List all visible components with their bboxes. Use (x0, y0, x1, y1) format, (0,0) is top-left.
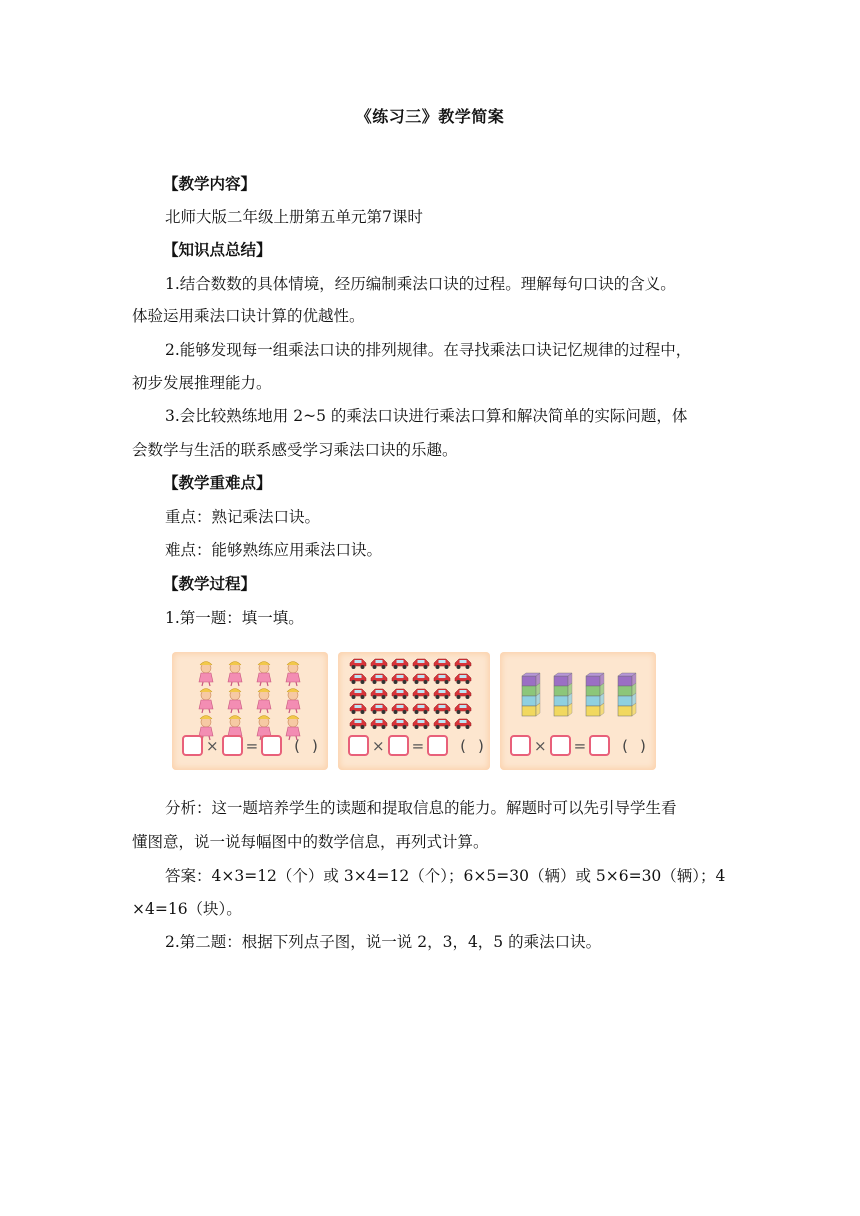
car-icon (392, 719, 408, 729)
answer-line1: 答案：4×3=12（个）或 3×4=12（个）；6×5=30（辆）或 5×6=30（辆）；4 (165, 867, 726, 885)
car-icon (371, 689, 387, 699)
analysis-line1: 分析：这一题培养学生的读题和提取信息的能力。解题时可以先引导学生看 (165, 799, 677, 817)
equals-sign: = (245, 736, 259, 755)
heading-key-points: 【教学重难点】 (163, 473, 272, 492)
heading-process: 【教学过程】 (163, 574, 257, 593)
car-icon (350, 719, 366, 729)
answer-box[interactable] (510, 735, 531, 756)
unit-parentheses: () (294, 736, 330, 755)
doll-icon (286, 689, 300, 714)
answer-box[interactable] (182, 735, 203, 756)
doll-icon (199, 689, 213, 714)
car-icon (350, 689, 366, 699)
exercise-panel-cars (338, 652, 496, 770)
times-sign: × (372, 736, 385, 755)
knowledge-item-2-line2: 初步发展推理能力。 (132, 374, 272, 392)
answer-line2: ×4=16（块）。 (132, 900, 242, 918)
car-icon (371, 674, 387, 684)
knowledge-item-1-line2: 体验运用乘法口诀计算的优越性。 (132, 307, 365, 325)
car-icon (434, 659, 450, 669)
formula-row (348, 735, 496, 756)
difficult-point: 难点：能够熟练应用乘法口诀。 (165, 541, 383, 559)
doll-icon (199, 662, 213, 687)
car-icon (455, 719, 471, 729)
heading-content: 【教学内容】 (163, 174, 257, 193)
answer-box[interactable] (222, 735, 243, 756)
stacked-block-icon (554, 673, 572, 716)
doll-icon (228, 689, 242, 714)
car-icon (371, 704, 387, 714)
car-icon (455, 704, 471, 714)
page-title: 《练习三》教学简案 (355, 107, 505, 126)
car-icon (434, 674, 450, 684)
exercise-panel-blocks (500, 652, 656, 770)
doll-icon (257, 689, 271, 714)
doll-icon (257, 662, 271, 687)
heading-knowledge: 【知识点总结】 (163, 240, 272, 259)
stacked-block-icon (586, 673, 604, 716)
car-icon (392, 674, 408, 684)
car-icon (392, 689, 408, 699)
doll-icon (286, 662, 300, 687)
key-point: 重点：熟记乘法口诀。 (165, 508, 321, 526)
doll-icon (228, 662, 242, 687)
formula-row (510, 735, 658, 756)
car-icon (434, 704, 450, 714)
answer-box[interactable] (348, 735, 369, 756)
formula-row (182, 735, 330, 756)
car-icon (455, 674, 471, 684)
exercise-panel-dolls (172, 652, 328, 770)
answer-box[interactable] (550, 735, 571, 756)
stacked-block-icon (618, 673, 636, 716)
answer-box[interactable] (388, 735, 409, 756)
analysis-line2: 懂图意，说一说每幅图中的数学信息，再列式计算。 (132, 833, 489, 851)
answer-box[interactable] (261, 735, 282, 756)
knowledge-item-3-line1: 3.会比较熟练地用 2~5 的乘法口诀进行乘法口算和解决简单的实际问题，体 (165, 407, 688, 425)
times-sign: × (206, 736, 219, 755)
knowledge-item-2-line1: 2.能够发现每一组乘法口诀的排列规律。在寻找乘法口诀记忆规律的过程中， (165, 341, 692, 359)
equals-sign: = (573, 736, 587, 755)
times-sign: × (534, 736, 547, 755)
car-icon (392, 659, 408, 669)
unit-parentheses: () (460, 736, 496, 755)
answer-box[interactable] (589, 735, 610, 756)
car-icon (350, 659, 366, 669)
car-icon (350, 674, 366, 684)
car-icon (392, 704, 408, 714)
car-icon (455, 689, 471, 699)
car-icon (371, 659, 387, 669)
car-icon (371, 719, 387, 729)
equals-sign: = (411, 736, 425, 755)
unit-parentheses: () (622, 736, 658, 755)
car-icon (413, 659, 429, 669)
car-icon (413, 674, 429, 684)
knowledge-item-3-line2: 会数学与生活的联系感受学习乘法口诀的乐趣。 (132, 441, 458, 459)
answer-box[interactable] (427, 735, 448, 756)
question-1: 1.第一题：填一填。 (165, 609, 304, 627)
content-text: 北师大版二年级上册第五单元第7课时 (165, 208, 423, 226)
car-icon (413, 689, 429, 699)
car-icon (434, 689, 450, 699)
car-icon (413, 704, 429, 714)
car-icon (350, 704, 366, 714)
car-icon (455, 659, 471, 669)
question-2: 2.第二题：根据下列点子图，说一说 2，3，4，5 的乘法口诀。 (165, 933, 602, 951)
stacked-block-icon (522, 673, 540, 716)
car-icon (434, 719, 450, 729)
car-icon (413, 719, 429, 729)
knowledge-item-1-line1: 1.结合数数的具体情境，经历编制乘法口诀的过程。理解每句口诀的含义。 (165, 275, 676, 293)
